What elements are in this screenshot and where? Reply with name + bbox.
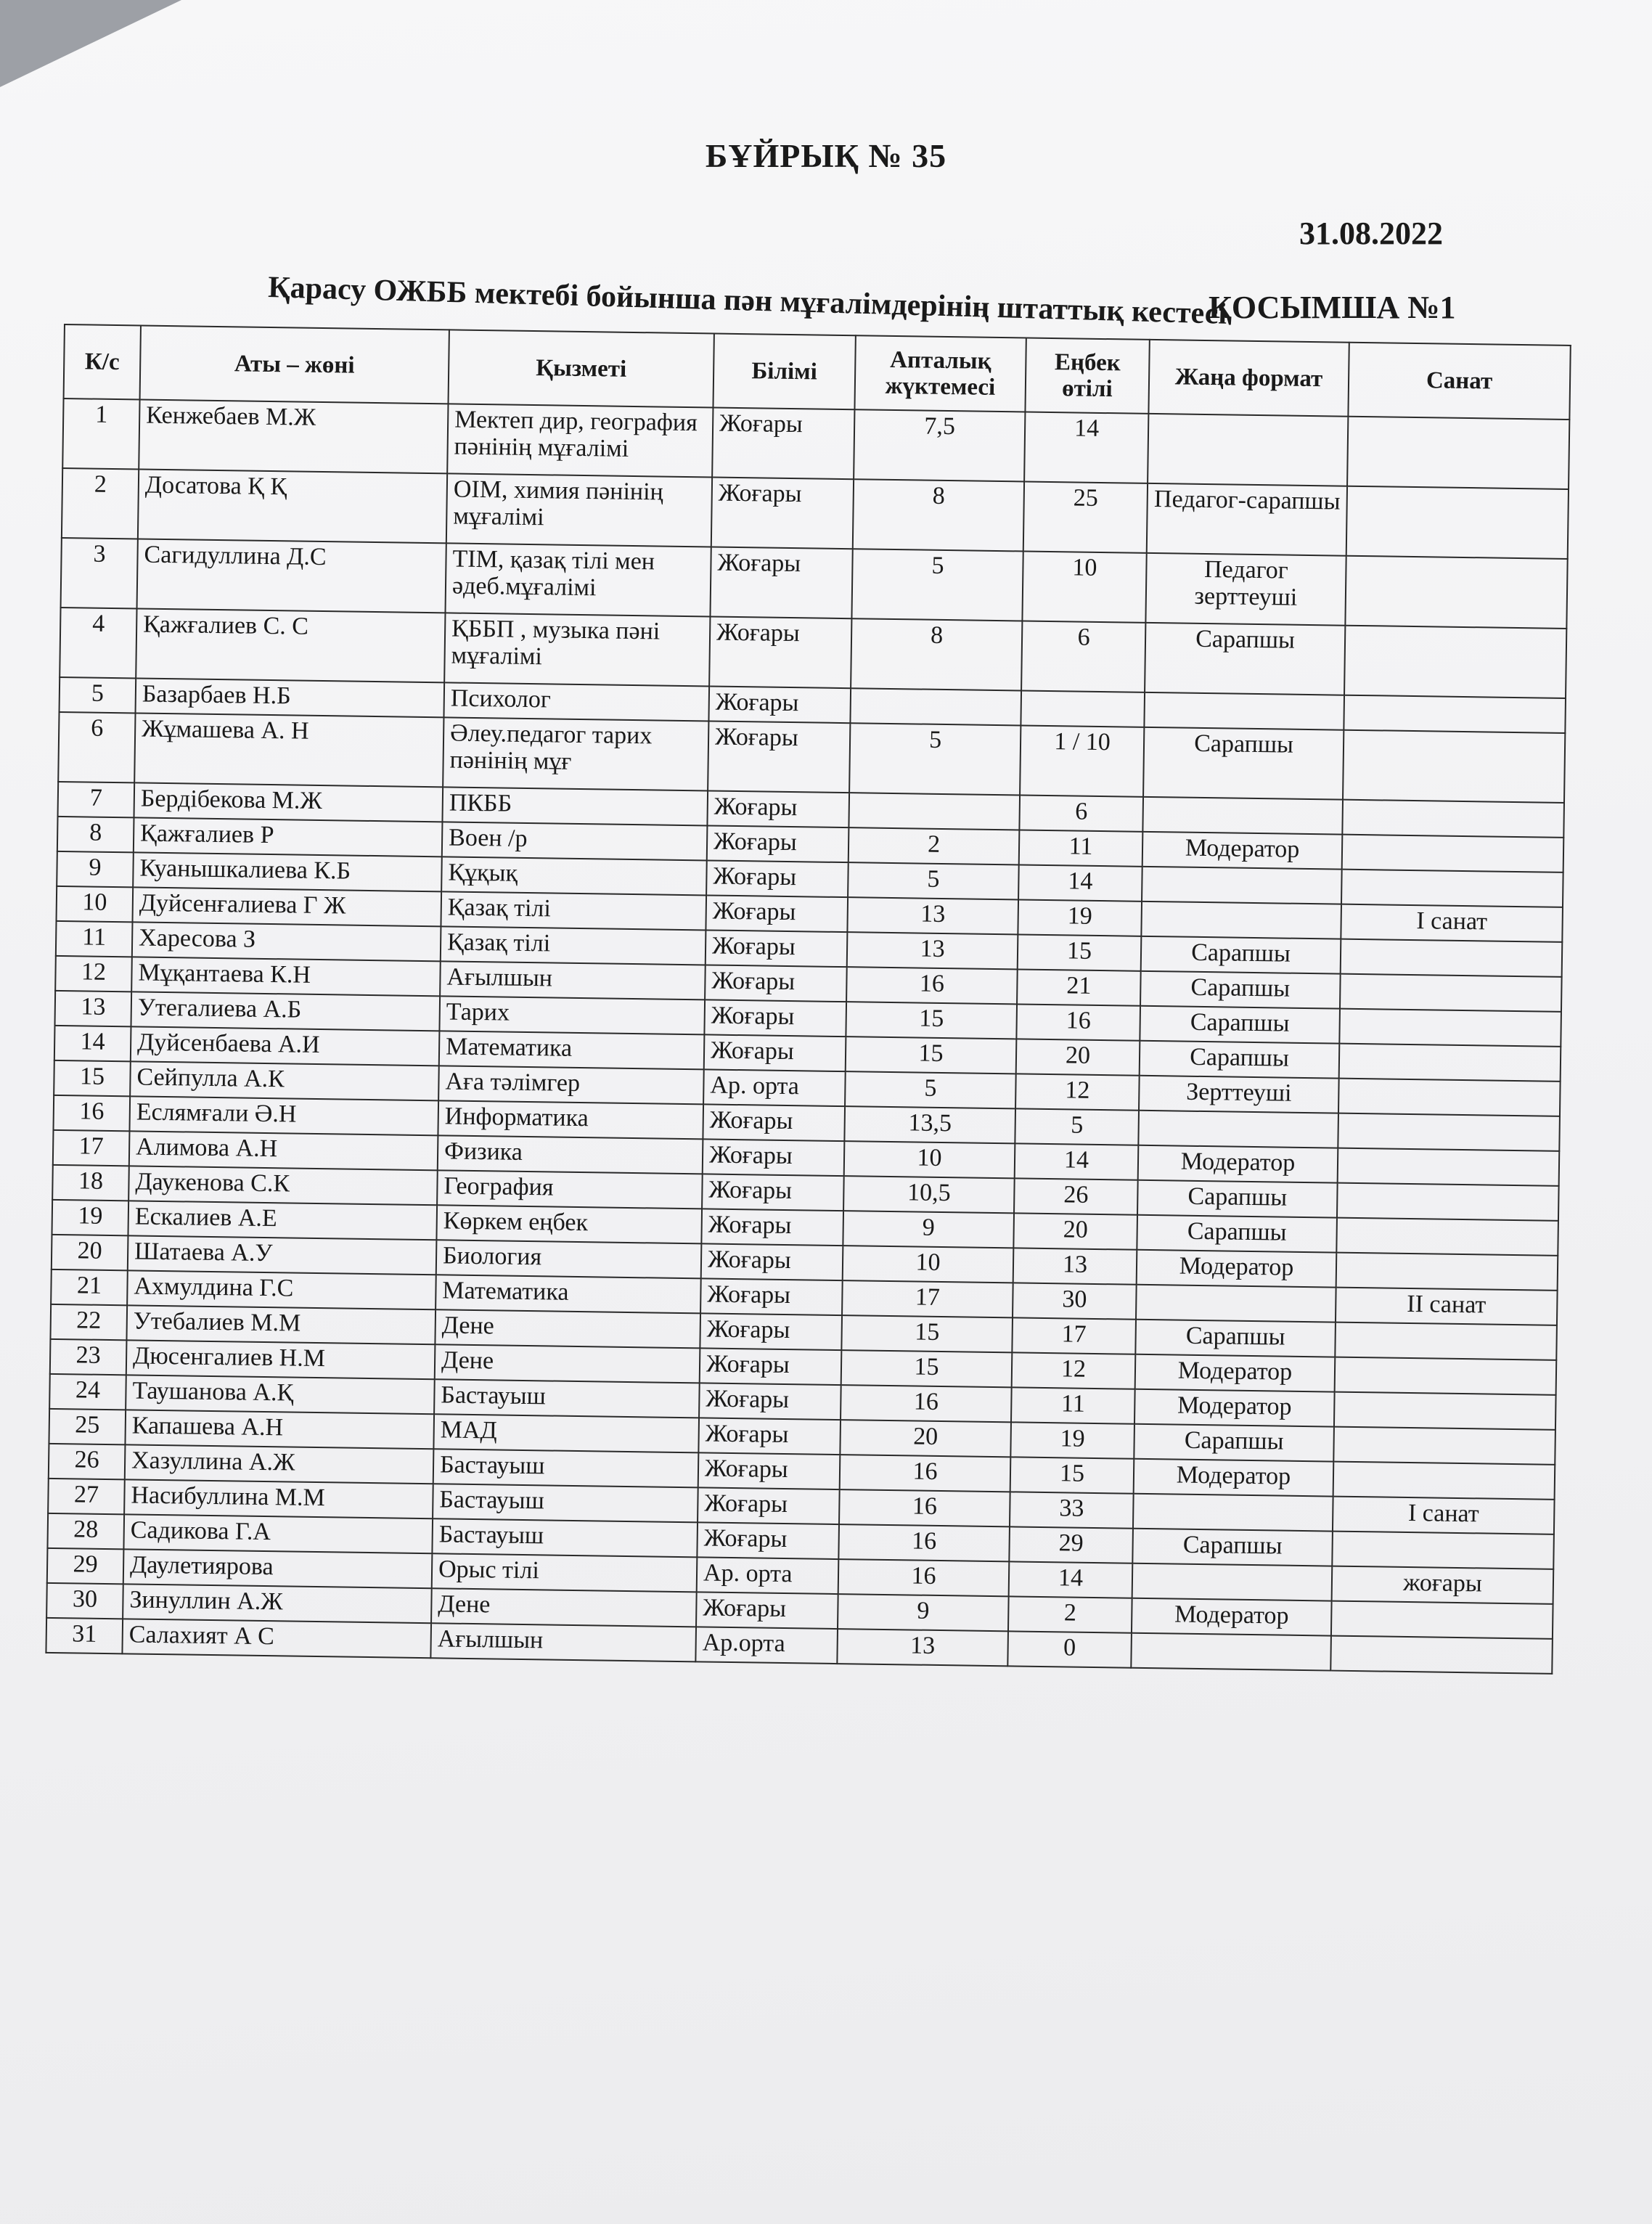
- row-number-cell: 27: [48, 1479, 125, 1514]
- header-weekly-load: Апталық жүктемесі: [854, 335, 1026, 412]
- new-format-cell: Сарапшы: [1137, 1180, 1338, 1218]
- new-format-cell: Сарапшы: [1137, 1215, 1337, 1253]
- teacher-name-cell: Досатова Қ Қ: [138, 469, 447, 543]
- weekly-load-cell: [849, 793, 1020, 830]
- work-experience-cell: 6: [1021, 621, 1145, 692]
- category-cell: [1338, 1113, 1560, 1151]
- category-cell: ІІ санат: [1336, 1288, 1558, 1325]
- category-cell: [1331, 1601, 1553, 1639]
- teacher-name-cell: Жұмашева А. Н: [134, 713, 443, 787]
- header-category: Санат: [1348, 343, 1570, 420]
- work-experience-cell: 15: [1018, 934, 1142, 970]
- new-format-cell: Модератор: [1142, 832, 1343, 870]
- teacher-education-cell: Жоғары: [700, 1313, 842, 1350]
- category-cell: [1338, 1148, 1560, 1186]
- weekly-load-cell: 16: [838, 1524, 1010, 1561]
- weekly-load-cell: 16: [839, 1489, 1010, 1526]
- teacher-name-cell: Еслямғали Ә.Н: [129, 1096, 438, 1135]
- new-format-cell: Сарапшы: [1140, 971, 1341, 1009]
- teacher-education-cell: Ар.орта: [695, 1627, 838, 1664]
- category-cell: [1338, 1079, 1561, 1116]
- category-cell: [1340, 974, 1562, 1012]
- row-number-cell: 22: [50, 1304, 127, 1340]
- teacher-education-cell: Жоғары: [702, 1174, 844, 1211]
- work-experience-cell: 12: [1015, 1074, 1140, 1110]
- row-number-cell: 31: [46, 1618, 123, 1653]
- new-format-cell: Модератор: [1134, 1459, 1334, 1497]
- weekly-load-cell: 15: [841, 1315, 1013, 1352]
- work-experience-cell: 2: [1008, 1596, 1132, 1632]
- new-format-cell: Сарапшы: [1141, 936, 1341, 974]
- weekly-load-cell: 9: [838, 1594, 1009, 1631]
- work-experience-cell: 33: [1010, 1492, 1134, 1528]
- row-number-cell: 2: [62, 468, 139, 539]
- teacher-position-cell: Орыс тілі: [432, 1553, 698, 1592]
- weekly-load-cell: 7,5: [854, 409, 1025, 481]
- header-num: К/с: [64, 324, 141, 399]
- work-experience-cell: 20: [1016, 1039, 1140, 1075]
- row-number-cell: 30: [46, 1583, 123, 1619]
- row-number-cell: 17: [53, 1130, 130, 1166]
- category-cell: [1333, 1427, 1555, 1465]
- teacher-position-cell: Математика: [436, 1275, 701, 1313]
- teacher-name-cell: Алимова А.Н: [129, 1131, 438, 1170]
- teacher-name-cell: Дуйсенбаева А.И: [131, 1026, 440, 1066]
- category-cell: [1336, 1218, 1558, 1256]
- category-cell: [1342, 835, 1564, 872]
- work-experience-cell: 17: [1012, 1317, 1136, 1354]
- teacher-position-cell: Бастауыш: [433, 1449, 699, 1487]
- work-experience-cell: 0: [1007, 1631, 1132, 1667]
- row-number-cell: 19: [52, 1200, 128, 1235]
- teacher-education-cell: Жоғары: [706, 930, 848, 967]
- work-experience-cell: 11: [1019, 830, 1143, 866]
- work-experience-cell: 25: [1023, 481, 1148, 552]
- weekly-load-cell: 16: [838, 1559, 1010, 1596]
- new-format-cell: Сарапшы: [1135, 1320, 1336, 1357]
- teacher-position-cell: Қазақ тілі: [441, 926, 706, 965]
- teacher-education-cell: Жоғары: [706, 895, 848, 932]
- work-experience-cell: 15: [1010, 1457, 1134, 1493]
- row-number-cell: 14: [54, 1026, 131, 1061]
- teacher-position-cell: Мектеп дир, география пәнінің мұғалімі: [447, 404, 713, 477]
- row-number-cell: 16: [53, 1095, 130, 1131]
- new-format-cell: Сарапшы: [1132, 1529, 1333, 1566]
- teacher-education-cell: Жоғары: [698, 1418, 841, 1455]
- new-format-cell: Педагог-сарапшы: [1147, 483, 1347, 556]
- work-experience-cell: 14: [1024, 412, 1148, 483]
- teacher-position-cell: Ағылшын: [440, 961, 706, 999]
- new-format-cell: Сарапшы: [1145, 623, 1345, 695]
- teacher-name-cell: Капашева А.Н: [125, 1410, 434, 1449]
- row-number-cell: 26: [49, 1444, 126, 1479]
- weekly-load-cell: 13,5: [844, 1106, 1015, 1143]
- teacher-name-cell: Насибуллина М.М: [124, 1479, 433, 1518]
- row-number-cell: 12: [55, 956, 132, 992]
- weekly-load-cell: 13: [837, 1629, 1008, 1666]
- teacher-name-cell: Таушанова А.Қ: [126, 1375, 435, 1414]
- work-experience-cell: 5: [1015, 1108, 1139, 1145]
- new-format-cell: Модератор: [1134, 1389, 1335, 1427]
- teacher-education-cell: Жоғары: [703, 1104, 845, 1141]
- teacher-name-cell: Ескалиев А.Е: [128, 1201, 437, 1240]
- staff-table-body: [46, 398, 1569, 1674]
- teacher-position-cell: Информатика: [438, 1100, 703, 1139]
- header-education: Білімі: [713, 334, 855, 410]
- teacher-position-cell: Дене: [435, 1309, 700, 1348]
- work-experience-cell: 14: [1018, 864, 1142, 901]
- teacher-education-cell: Жоғары: [704, 1034, 846, 1071]
- category-cell: [1345, 556, 1567, 629]
- new-format-cell: [1141, 902, 1341, 939]
- row-number-cell: 7: [58, 782, 135, 817]
- work-experience-cell: 12: [1012, 1352, 1136, 1389]
- teacher-education-cell: Жоғары: [698, 1487, 840, 1524]
- teacher-education-cell: Жоғары: [697, 1522, 839, 1559]
- new-format-cell: [1142, 867, 1342, 904]
- teacher-name-cell: Садикова Г.А: [123, 1514, 433, 1553]
- new-format-cell: Зерттеуші: [1139, 1076, 1339, 1113]
- teacher-education-cell: Жоғары: [706, 860, 849, 897]
- teacher-position-cell: Дене: [435, 1344, 700, 1383]
- table-title: Қарасу ОЖББ мектебі бойынша пән мұғалімдерінің штаттық кестесі: [267, 270, 1227, 331]
- appendix-label: ҚОСЫМША №1: [1209, 290, 1456, 325]
- work-experience-cell: 26: [1014, 1178, 1138, 1214]
- teacher-position-cell: ПКББ: [442, 787, 708, 825]
- teacher-education-cell: Жоғары: [704, 999, 846, 1037]
- category-cell: І санат: [1341, 904, 1563, 942]
- row-number-cell: 10: [57, 886, 134, 922]
- category-cell: [1341, 939, 1563, 977]
- weekly-load-cell: 17: [842, 1280, 1013, 1317]
- weekly-load-cell: 5: [845, 1071, 1016, 1108]
- weekly-load-cell: 8: [853, 479, 1024, 551]
- teacher-position-cell: ТІМ, қазақ тілі мен әдеб.мұғалімі: [445, 543, 711, 616]
- teacher-education-cell: Ар. орта: [697, 1557, 839, 1594]
- teacher-position-cell: Аға тәлімгер: [438, 1066, 704, 1104]
- teacher-position-cell: ҚББП , музыка пәні мұғалімі: [444, 613, 710, 686]
- row-number-cell: 6: [58, 712, 135, 782]
- new-format-cell: [1133, 1494, 1333, 1532]
- weekly-load-cell: 13: [847, 897, 1018, 934]
- teacher-education-cell: Жоғары: [701, 1243, 843, 1280]
- teacher-name-cell: Салахият А С: [122, 1619, 431, 1658]
- new-format-cell: Модератор: [1137, 1250, 1337, 1288]
- row-number-cell: 3: [61, 538, 138, 608]
- category-cell: [1337, 1183, 1559, 1221]
- category-cell: [1342, 800, 1564, 838]
- teacher-education-cell: Жоғары: [708, 686, 851, 723]
- work-experience-cell: 21: [1017, 969, 1141, 1005]
- teacher-name-cell: Куанышкалиева К.Б: [133, 852, 442, 891]
- category-cell: [1330, 1636, 1553, 1674]
- teacher-name-cell: Харесова З: [132, 922, 441, 961]
- teacher-name-cell: Кенжебаев М.Ж: [139, 399, 448, 473]
- teacher-name-cell: Ахмулдина Г.С: [127, 1270, 436, 1309]
- teacher-name-cell: Қажғалиев С. С: [136, 608, 445, 682]
- new-format-cell: [1132, 1563, 1333, 1601]
- new-format-cell: Сарапшы: [1140, 1006, 1340, 1044]
- teacher-name-cell: Дуйсенғалиева Г Ж: [132, 887, 441, 926]
- teacher-position-cell: Воен /р: [442, 822, 708, 860]
- work-experience-cell: 14: [1015, 1143, 1139, 1180]
- teacher-name-cell: Қажғалиев Р: [134, 817, 443, 857]
- new-format-cell: [1138, 1111, 1338, 1148]
- teacher-education-cell: Жоғары: [701, 1209, 843, 1246]
- new-format-cell: Модератор: [1132, 1598, 1332, 1636]
- teacher-education-cell: Ар. орта: [703, 1069, 846, 1106]
- teacher-position-cell: Физика: [438, 1135, 703, 1174]
- teacher-name-cell: Дюсенгалиев Н.М: [126, 1340, 436, 1379]
- weekly-load-cell: 16: [846, 967, 1018, 1004]
- new-format-cell: Сарапшы: [1143, 727, 1344, 800]
- row-number-cell: 15: [54, 1060, 131, 1096]
- row-number-cell: 21: [51, 1270, 128, 1305]
- work-experience-cell: 16: [1016, 1004, 1140, 1040]
- teacher-education-cell: Жоғары: [703, 1139, 845, 1176]
- page-corner-shadow: [0, 0, 181, 87]
- header-position: Қызметі: [449, 330, 714, 407]
- teacher-position-cell: Тарих: [439, 996, 705, 1034]
- teacher-name-cell: Даукенова С.К: [128, 1166, 438, 1205]
- staff-table: [45, 324, 1571, 1675]
- new-format-cell: Модератор: [1135, 1354, 1336, 1392]
- row-number-cell: 23: [50, 1339, 127, 1375]
- row-number-cell: 18: [52, 1165, 129, 1201]
- teacher-education-cell: Жоғары: [705, 965, 847, 1002]
- category-cell: [1343, 730, 1565, 803]
- weekly-load-cell: 5: [849, 723, 1021, 795]
- teacher-education-cell: Жоғары: [696, 1592, 838, 1629]
- category-cell: [1332, 1532, 1554, 1569]
- row-number-cell: 5: [60, 677, 136, 713]
- weekly-load-cell: 10: [844, 1141, 1015, 1178]
- teacher-education-cell: Жоғары: [707, 790, 849, 827]
- work-experience-cell: 13: [1013, 1248, 1137, 1284]
- weekly-load-cell: 15: [841, 1350, 1013, 1387]
- category-cell: [1339, 1009, 1561, 1047]
- new-format-cell: [1136, 1285, 1336, 1322]
- teacher-education-cell: Жоғары: [711, 477, 854, 549]
- teacher-position-cell: МАД: [433, 1414, 699, 1452]
- teacher-position-cell: Әлеу.педагог тарих пәнінің мұғ: [443, 717, 708, 790]
- work-experience-cell: 19: [1010, 1422, 1134, 1458]
- row-number-cell: 1: [62, 398, 139, 469]
- weekly-load-cell: 20: [840, 1420, 1011, 1457]
- header-name: Аты – жөні: [140, 325, 449, 404]
- teacher-education-cell: Жоғары: [712, 408, 854, 480]
- work-experience-cell: 14: [1009, 1561, 1133, 1598]
- teacher-position-cell: Математика: [439, 1031, 705, 1069]
- teacher-education-cell: Жоғары: [698, 1452, 841, 1489]
- category-cell: [1339, 1044, 1561, 1082]
- work-experience-cell: 6: [1019, 795, 1143, 831]
- teacher-name-cell: Сейпулла А.К: [130, 1061, 439, 1100]
- order-title: БҰЙРЫҚ № 35: [705, 137, 947, 174]
- category-cell: І санат: [1333, 1497, 1555, 1534]
- teacher-name-cell: Утебалиев М.М: [126, 1305, 436, 1344]
- teacher-position-cell: Биология: [436, 1240, 702, 1278]
- teacher-education-cell: Жоғары: [700, 1278, 843, 1315]
- teacher-education-cell: Жоғары: [700, 1348, 842, 1385]
- weekly-load-cell: 9: [843, 1211, 1014, 1248]
- teacher-education-cell: Жоғары: [709, 616, 851, 688]
- teacher-name-cell: Даулетиярова: [123, 1549, 433, 1588]
- order-date: 31.08.2022: [1299, 216, 1443, 251]
- staff-table-wrapper: [45, 324, 1569, 1675]
- row-number-cell: 8: [57, 817, 134, 852]
- work-experience-cell: 10: [1022, 551, 1146, 622]
- teacher-position-cell: Бастауыш: [432, 1518, 698, 1557]
- category-cell: [1333, 1462, 1555, 1500]
- teacher-position-cell: ОІМ, химия пәнінің мұғалімі: [446, 473, 712, 547]
- teacher-education-cell: Жоғары: [708, 721, 850, 793]
- header-new-format: Жаңа формат: [1148, 340, 1349, 417]
- row-number-cell: 11: [56, 921, 133, 957]
- category-cell: [1344, 626, 1566, 698]
- weekly-load-cell: 8: [851, 618, 1022, 690]
- row-number-cell: 13: [54, 991, 131, 1026]
- teacher-position-cell: География: [437, 1170, 703, 1209]
- work-experience-cell: 20: [1013, 1213, 1137, 1249]
- row-number-cell: 29: [47, 1548, 124, 1584]
- teacher-education-cell: Жоғары: [707, 825, 849, 862]
- category-cell: [1335, 1322, 1557, 1360]
- new-format-cell: [1144, 692, 1344, 730]
- teacher-position-cell: Қазақ тілі: [441, 891, 706, 930]
- teacher-position-cell: Бастауыш: [433, 1484, 698, 1522]
- new-format-cell: Педагог зерттеуші: [1145, 553, 1346, 626]
- category-cell: [1335, 1357, 1557, 1395]
- category-cell: [1347, 417, 1569, 489]
- teacher-name-cell: Шатаева А.У: [128, 1235, 437, 1275]
- teacher-position-cell: Дене: [431, 1588, 697, 1627]
- weekly-load-cell: 10,5: [843, 1176, 1015, 1213]
- category-cell: жоғары: [1332, 1566, 1554, 1604]
- weekly-load-cell: [850, 688, 1021, 725]
- header-experience: Еңбек өтілі: [1025, 338, 1149, 414]
- work-experience-cell: 29: [1009, 1526, 1133, 1563]
- category-cell: [1336, 1253, 1558, 1291]
- work-experience-cell: [1021, 690, 1145, 727]
- teacher-name-cell: Сагидуллина Д.С: [137, 539, 446, 613]
- new-format-cell: Сарапшы: [1140, 1041, 1340, 1079]
- weekly-load-cell: 2: [849, 827, 1020, 864]
- row-number-cell: 28: [47, 1513, 124, 1549]
- teacher-position-cell: Көркем еңбек: [436, 1205, 702, 1243]
- teacher-name-cell: Утегалиева А.Б: [131, 992, 440, 1031]
- weekly-load-cell: 16: [840, 1455, 1011, 1492]
- teacher-name-cell: Бердібекова М.Ж: [134, 782, 443, 822]
- category-cell: [1346, 486, 1569, 559]
- category-cell: [1334, 1392, 1556, 1430]
- row-number-cell: 20: [52, 1235, 128, 1270]
- row-number-cell: 9: [57, 851, 134, 887]
- weekly-load-cell: 5: [851, 549, 1023, 621]
- weekly-load-cell: 5: [848, 862, 1019, 899]
- category-cell: [1344, 695, 1566, 733]
- teacher-position-cell: Құқық: [441, 857, 707, 895]
- teacher-education-cell: Жоғары: [699, 1383, 841, 1420]
- teacher-position-cell: Бастауыш: [434, 1379, 700, 1418]
- new-format-cell: [1131, 1633, 1331, 1671]
- row-number-cell: 25: [49, 1409, 126, 1444]
- teacher-name-cell: Базарбаев Н.Б: [136, 678, 445, 717]
- work-experience-cell: 19: [1018, 899, 1142, 936]
- teacher-name-cell: Зинуллин А.Ж: [123, 1584, 432, 1623]
- new-format-cell: [1148, 414, 1348, 486]
- weekly-load-cell: 13: [847, 932, 1018, 969]
- weekly-load-cell: 10: [843, 1246, 1014, 1283]
- work-experience-cell: 30: [1013, 1283, 1137, 1319]
- row-number-cell: 4: [60, 608, 136, 678]
- category-cell: [1341, 870, 1563, 907]
- new-format-cell: Модератор: [1138, 1145, 1338, 1183]
- row-number-cell: 24: [49, 1374, 126, 1410]
- work-experience-cell: 11: [1011, 1387, 1135, 1423]
- new-format-cell: Сарапшы: [1134, 1424, 1334, 1462]
- teacher-education-cell: Жоғары: [710, 547, 852, 618]
- weekly-load-cell: 16: [841, 1385, 1012, 1422]
- teacher-name-cell: Мұқантаева К.Н: [131, 957, 441, 996]
- work-experience-cell: 1 / 10: [1020, 725, 1144, 796]
- teacher-position-cell: Ағылшын: [430, 1623, 696, 1661]
- weekly-load-cell: 15: [846, 1037, 1017, 1074]
- weekly-load-cell: 15: [846, 1002, 1017, 1039]
- teacher-name-cell: Хазуллина А.Ж: [125, 1444, 434, 1484]
- teacher-position-cell: Психолог: [443, 682, 709, 721]
- new-format-cell: [1142, 797, 1343, 835]
